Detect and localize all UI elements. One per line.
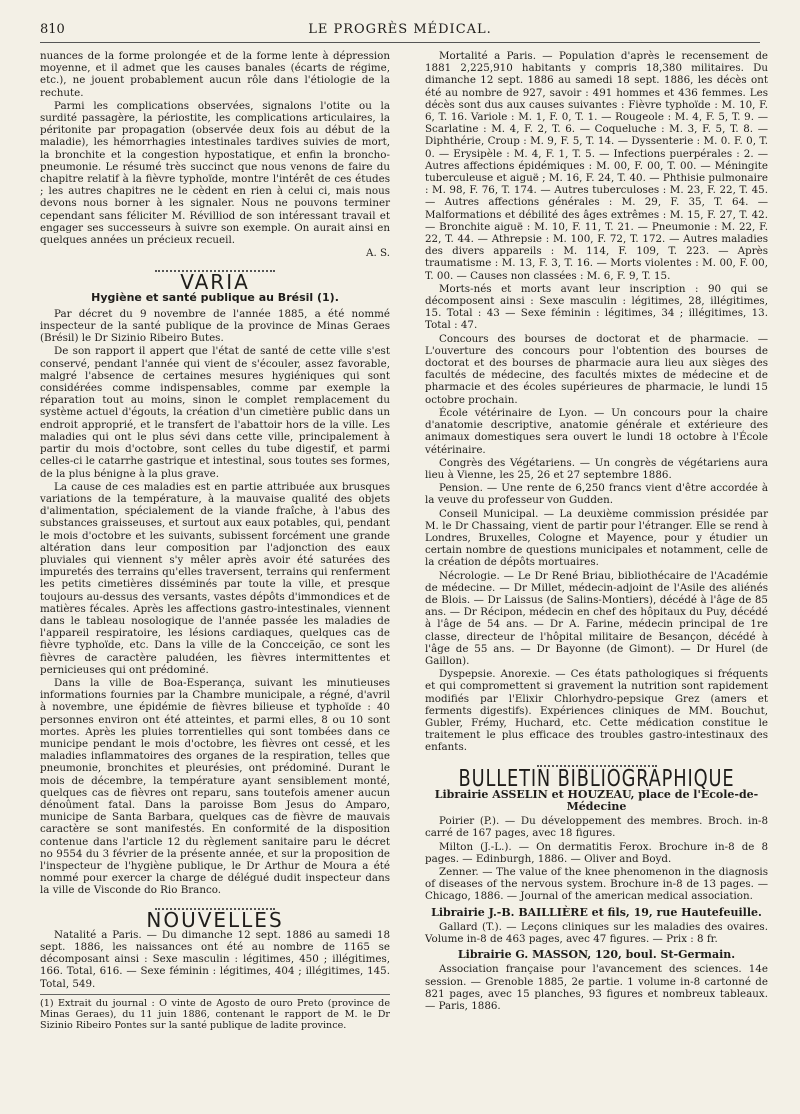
paragraph: Congrès des Végétariens. — Un congrès de végétariens aura lieu à Vienne, les 25, 26 et 27 septembre 1886. <box>425 456 768 481</box>
footnote: (1) Extrait du journal : O vinte de Agosto de ouro Preto (province de Minas Geraes), du 11 juin 1886, contenant le rapport de M. le Dr Sizinio Ribeiro Pontes sur la santé publique de ladite province. <box>40 994 390 1031</box>
paragraph: Concours des bourses de doctorat et de pharmacie. — L'ouverture des concours pour l'obtention des bourses de doctorat et des bourses de pharmacie aura lieu aux sièges des facultés de médecine, des facultés mixtes de médecine et de pharmacie et des écoles supérieures de pharmacie, le lundi 15 octobre prochain. <box>425 332 768 406</box>
paragraph: Natalité a Paris. — Du dimanche 12 sept. 1886 au samedi 18 sept. 1886, les naissances ont été au nombre de 1165 se décomposant ainsi : Sexe masculin : légitimes, 450 ; illégitimes, 166. Total, 616. — Sexe féminin : légitimes, 404 ; illégitimes, 145. Total, 549. <box>40 928 390 990</box>
publisher-heading: Librairie ASSELIN et HOUZEAU, place de l'Ecole-de-Médecine <box>434 787 759 813</box>
page-header <box>40 20 760 43</box>
article-title: Hygiène et santé publique au Brésil (1). <box>91 290 339 304</box>
paragraph: La cause de ces maladies est en partie attribuée aux brusques variations de la température, à la mauvaise qualité des objets d'alimentation, spécialement de la viande fraîche, à l'abus des substances graisseuses, et surtout aux eaux potables, qui, pendant le mois d'octobre et les suivants, subissent forcément une grande altération dans leur composition par l'adjonction des eaux pluviales qui viennent s'y mêler après avoir été saturées des impuretés des terrains qu'elles traversent, terrains qui renferment les petits cimetières disséminés par toute la ville, et presque toujours au-dessus des versants, vastes dépôts d'immondices et de matières fécales. Après les affections gastro-intestinales, viennent dans le tableau nosologique de l'année passée les maladies de l'appareil respiratoire, les lésions cardiaques, quelques cas de fièvre typhoïde, etc. Dans la ville de la Concceição, ce sont les fièvres de caractère paludéen, les fièvres intermittentes et pernicieuses qui ont prédominé. <box>40 480 390 676</box>
bibliography-entry: Gallard (T.). — Leçons cliniques sur les maladies des ovaires. Volume in-8 de 463 pages, avec 47 figures. — Prix : 8 fr. <box>425 920 768 946</box>
paragraph: Conseil Municipal. — La deuxième commission présidée par M. le Dr Chassaing, vient de partir pour l'étranger. Elle se rend à Londres, Bruxelles, Cologne et Mayence, pour y étudier un certain nombre de questions municipales et notamment, celle de la création de dépôts mortuaires. <box>425 507 768 569</box>
bibliography-entry: Association française pour l'avancement des sciences. 14e session. — Grenoble 1885, 2e partie. 1 volume in-8 cartonné de 821 pages, avec 15 planches, 93 figures et nombreux tableaux. — Paris, 1886. <box>425 963 768 1013</box>
paragraph: Parmi les complications observées, signalons l'otite ou la surdité passagère, la périostite, les complications articulaires, la péritonite par propagation (observée deux fois au début de la maladie), les hémorrhagies intestinales tardives suivies de mort, la bronchite et la congestion hypostatique, et enfin la broncho-pneumonie. Le résumé très succinct que nous venons de faire du chapitre relatif à la fièvre typhoïde, montre l'intérêt de ces études ; les autres chapitres ne le cèdent en rien à celui ci, mais nous devons nous borner à les signaler. Nous ne pouvons terminer cependant sans féliciter M. Révilliod de son intéressant travail et engager ses successeurs à suivre son exemple. On aurait ainsi en quelques années un précieux recueil. <box>40 99 390 247</box>
section-title-bulletin: BULLETIN BIBLIOGRAPHIQUE <box>458 765 735 792</box>
signature: A. S. <box>366 247 390 260</box>
bibliography-entry: Milton (J.-L.). — On dermatitis Ferox. Brochure in-8 de 8 pages. — Edinburgh, 1886. — Oliver and Boyd. <box>425 840 768 865</box>
paragraph: Dans la ville de Boa-Esperança, suivant les minutieuses informations fournies par la Chambre municipale, a régné, d'avril à novembre, une épidémie de fièvres bilieuse et typhoïde : 40 personnes environ ont été atteintes, et parmi elles, 8 ou 10 sont mortes. Après les pluies torrentielles qui sont tombées dans ce municipe pendant le mois d'octobre, les fièvres ont cessé, et les maladies inflammatoires des organes de la respiration, telles que pneumonie, bronchites et pleurésies, ont prédominé. Durant le mois de décembre, la température ayant sensiblement monté, quelques cas de fièvres ont reparu, sans toutefois amener aucun dénoûment fatal. Dans la paroisse Bom Jesus do Amparo, municipe de Santa Barbara, quelques cas de fièvre de mauvais caractère se sont manifestés. En conformité de la disposition contenue dans l'article 12 du règlement sanitaire paru le décret no 9554 du 3 février de la présente année, et sur la proposition de l'inspecteur de l'hygiène publique, le Dr Arthur de Moura a été nommé pour exercer la charge de délégué dudit inspecteur dans la ville de Visconde do Rio Branco. <box>40 676 390 897</box>
paragraph: De son rapport il appert que l'état de santé de cette ville s'est conservé, pendant l'année qui vient de s'écouler, assez favorable, malgré l'absence de certaines mesures hygiéniques qui sont considérées comme indispensables, comme par exemple la réparation tout au moins, sinon le complet remplacement du système actuel d'égouts, la création d'un cimetière public dans un endroit approprié, et le transfert de l'abattoir hors de la ville. Les maladies qui ont le plus sévi dans cette ville, principalement à partir du mois d'octobre, sont celles du tube digestif, et parmi celles-ci le catarrhe gastrique et intestinal, sous toutes ses formes, de la plus bénigne à la plus grave. <box>40 345 390 480</box>
paragraph: École vétérinaire de Lyon. — Un concours pour la chaire d'anatomie descriptive, anatomie générale et extérieure des animaux domestiques sera ouvert le lundi 18 octobre à l'École vétérinaire. <box>425 406 768 456</box>
section-title-varia: VARIA <box>180 270 250 295</box>
paragraph: Morts-nés et morts avant leur inscription : 90 qui se décomposent ainsi : Sexe masculin : légitimes, 28, illégitimes, 15. Total : 43 — Sexe féminin : légitimes, 34 ; illégitimes, 13. Total : 47. <box>425 282 768 332</box>
page-number: 810 <box>40 22 65 37</box>
publisher-heading: Librairie J.-B. BAILLIÈRE et fils, 19, rue Hautefeuille. <box>431 905 762 919</box>
paragraph: Dyspepsie. Anorexie. — Ces états pathologiques si fréquents et qui compromettent si gravement la nutrition sont rapidement modifiés par l'Elixir Chlorhydro-pepsique Grez (amers et ferments digestifs). Expériences cliniques de MM. Bouchut, Gubler, Frémy, Huchard, etc. Cette médication constitue le traitement le plus efficace des troubles gastro-intestinaux des enfants. <box>425 668 768 754</box>
bibliography-entry: Poirier (P.). — Du développement des membres. Broch. in-8 carré de 167 pages, avec 18 figures. <box>425 815 768 840</box>
left-column <box>40 50 390 1031</box>
paragraph: Nécrologie. — Le Dr René Briau, bibliothécaire de l'Académie de médecine. — Dr Millet, médecin-adjoint de l'Asile des aliénés de Blois. — Dr Laissus (de Salins-Montiers), décédé à l'âge de 85 ans. — Dr Récipon, médecin en chef des hôpitaux du Puy, décédé à l'âge de 54 ans. — Dr A. Farine, médecin principal de 1re classe, directeur de l'hôpital militaire de Besançon, décédé à l'âge de 55 ans. — Dr Bayonne (de Gimont). — Dr Hurel (de Gaillon). <box>425 569 768 667</box>
paragraph: Pension. — Une rente de 6,250 francs vient d'être accordée à la veuve du professeur von Gudden. <box>425 482 768 507</box>
right-column <box>425 50 768 1013</box>
paragraph: Mortalité a Paris. — Population d'après le recensement de 1881 2,225,910 habitants y compris 18,380 militaires. Du dimanche 12 sept. 1886 au samedi 18 sept. 1886, les décès ont été au nombre de 927, savoir : 491 hommes et 436 femmes. Les décès sont dus aux causes suivantes : Fièvre typhoïde : M. 10, F. 6, T. 16. Variole : M. 1, F. 0, T. 1. — Rougeole : M. 4, F. 5, T. 9. — Scarlatine : M. 4, F. 2, T. 6. — Coqueluche : M. 3, F. 5, T. 8. — Diphthérie, Croup : M. 9, F. 5, T. 14. — Dyssenterie : M. 0. F. 0, T. 0. — Erysipèle : M. 4, F. 1, T. 5. — Infections puerpérales : 2. — Autres affections épidémiques : M. 00, F. 00, T. 00. — Méningite tuberculeuse et aiguë ; M. 16, F. 24, T. 40. — Phthisie pulmonaire : M. 98, F. 76, T. 174. — Autres tuberculoses : M. 23, F. 22, T. 45. — Autres affections générales : M. 29, F. 35, T. 64. — Malformations et débilité des âges extrêmes : M. 15, F. 27, T. 42. — Bronchite aiguë : M. 10, F. 11, T. 21. — Pneumonie : M. 22, F. 22, T. 44. — Athrepsie : M. 100, F. 72, T. 172. — Autres maladies des divers appareils : M. 114, F. 109, T. 223. — Après traumatisme : M. 13, F. 3, T. 16. — Morts violentes : M. 00, F. 00, T. 00. — Causes non classées : M. 6, F. 9, T. 15. <box>425 50 768 282</box>
paragraph: nuances de la forme prolongée et de la forme lente à dépression moyenne, et il admet que les causes banales (écarts de régime, etc.), ne jouent probablement aucun rôle dans l'étiologie de la rechute. <box>40 50 390 99</box>
publisher-heading: Librairie G. MASSON, 120, boul. St-Germain. <box>457 948 736 962</box>
section-title-nouvelles: NOUVELLES <box>146 907 284 932</box>
paragraph: Par décret du 9 novembre de l'année 1885, a été nommé inspecteur de la santé publique de la province de Minas Geraes (Brésil) le Dr Sizinio Ribeiro Butes. <box>40 307 390 345</box>
bibliography-entry: Zenner. — The value of the knee phenomenon in the diagnosis of diseases of the nervous system. Brochure in-8 de 13 pages. — Chicago, 1886. — Journal of the american medical association. <box>425 866 768 903</box>
journal-title: LE PROGRÈS MÉDICAL. <box>308 22 492 37</box>
